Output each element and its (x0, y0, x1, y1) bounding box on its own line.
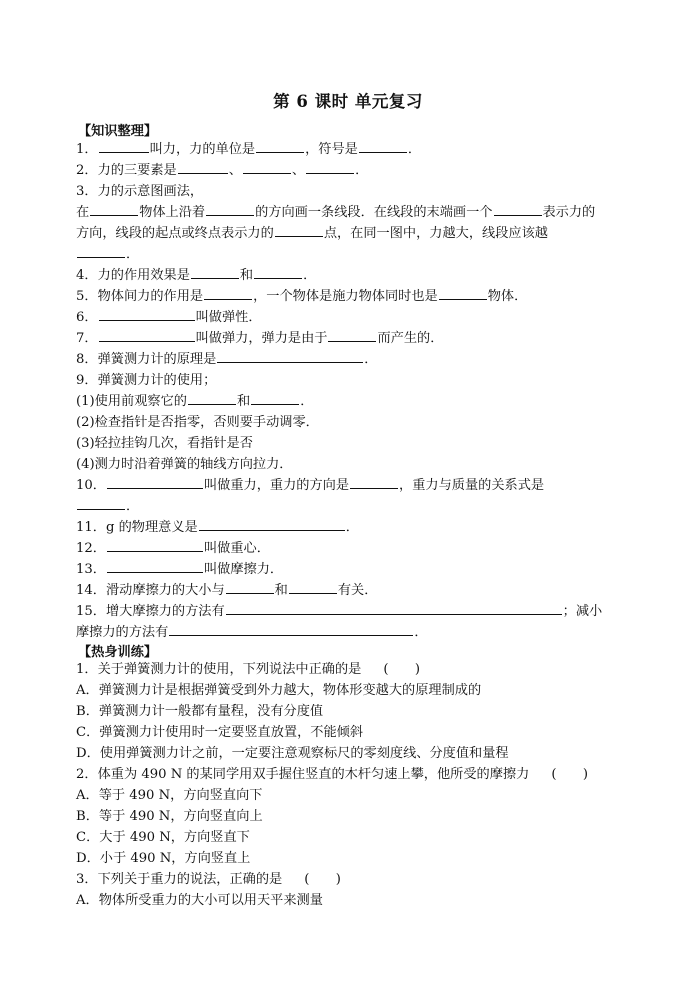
question-14: 14．滑动摩擦力的大小与 和 有关． (76, 583, 378, 598)
answer-blank[interactable] (256, 140, 304, 153)
question-9: 9．弹簧测力计的使用； (76, 373, 217, 388)
answer-blank[interactable] (251, 392, 299, 405)
answer-blank[interactable] (439, 287, 487, 300)
question-10-line-2: ． (76, 497, 624, 517)
question-3-line-3: 方向，线段的起点或终点表示力的 点，在同一图中，力越大，线段应该越 (76, 226, 548, 241)
question-4: 4．力的作用效果是 和 ． (76, 268, 317, 283)
problem-1-option-d: D．使用弹簧测力计之前，一定要注意观察标尺的零刻度线、分度值和量程 (76, 746, 509, 761)
question-9-step-4: (4)测力时沿着弹簧的轴线方向拉力． (76, 457, 293, 472)
answer-blank[interactable] (254, 266, 302, 279)
answer-blank[interactable] (188, 392, 236, 405)
answer-blank[interactable] (77, 245, 125, 258)
answer-blank[interactable] (90, 203, 138, 216)
question-12: 12． 叫做重心． (76, 541, 270, 556)
question-9-step-1: (1)使用前观察它的 和 ． (76, 394, 314, 409)
answer-blank[interactable] (191, 266, 239, 279)
problem-2-option-a: A．等于 490 N，方向竖直向下 (76, 788, 263, 803)
question-3: 3．力的示意图画法， (76, 184, 204, 199)
problem-1-stem: 1．关于弹簧测力计的使用，下列说法中正确的是 ( ) (76, 660, 624, 680)
problem-2-option-d: D．小于 490 N，方向竖直上 (76, 851, 251, 866)
question-10: 10． 叫做重力，重力的方向是 ，重力与质量的关系式是 (76, 478, 545, 493)
question-13: 13． 叫做摩擦力． (76, 562, 284, 577)
question-9-step-2: (2)检查指针是否指零，否则要手动调零． (76, 415, 319, 430)
answer-blank[interactable] (217, 350, 363, 363)
question-5: 5．物体间力的作用是 ，一个物体是施力物体同时也是 物体． (76, 289, 528, 304)
answer-blank[interactable] (107, 539, 203, 552)
problem-2-option-b: B．等于 490 N，方向竖直向上 (76, 809, 263, 824)
answer-parentheses[interactable]: ( ) (383, 662, 420, 677)
answer-blank[interactable] (169, 623, 413, 636)
question-8: 8．弹簧测力计的原理是 ． (76, 352, 378, 367)
problem-3-stem: 3．下列关于重力的说法，正确的是 ( ) (76, 870, 624, 890)
problem-2-stem: 2．体重为 490 N 的某同学用双手握住竖直的木杆匀速上攀，他所受的摩擦力 ( ) (76, 765, 624, 785)
section-heading-knowledge: 【知识整理】 (78, 124, 158, 139)
answer-blank[interactable] (306, 161, 354, 174)
answer-blank[interactable] (328, 329, 376, 342)
answer-blank[interactable] (99, 140, 149, 153)
question-2: 2．力的三要素是 、 、 ． (76, 163, 369, 178)
question-6: 6． 叫做弹性． (76, 310, 262, 325)
answer-blank[interactable] (178, 161, 228, 174)
answer-parentheses[interactable]: ( ) (551, 767, 588, 782)
question-11: 11．g 的物理意义是 ． (76, 520, 359, 535)
problem-1-option-a: A．弹簧测力计是根据弹簧受到外力越大，物体形变越大的原理制成的 (76, 683, 482, 698)
answer-parentheses[interactable]: ( ) (304, 872, 341, 887)
question-7: 7． 叫做弹力，弹力是由于 而产生的． (76, 331, 444, 346)
answer-blank[interactable] (199, 518, 345, 531)
question-15: 15．增大摩擦力的方法有 ；减小 (76, 604, 603, 619)
answer-blank[interactable] (226, 581, 274, 594)
question-3-line-4: ． (76, 245, 624, 265)
answer-blank[interactable] (494, 203, 542, 216)
problem-1-option-c: C．弹簧测力计使用时一定要竖直放置，不能倾斜 (76, 725, 364, 740)
answer-blank[interactable] (289, 581, 337, 594)
problem-3-option-a: A．物体所受重力的大小可以用天平来测量 (76, 893, 323, 908)
answer-blank[interactable] (99, 308, 195, 321)
question-3-line-2: 在 物体上沿着 的方向画一条线段．在线段的末端画一个 表示力的 (76, 205, 596, 220)
answer-blank[interactable] (275, 224, 323, 237)
answer-blank[interactable] (243, 161, 291, 174)
answer-blank[interactable] (99, 329, 195, 342)
question-9-step-3: (3)轻拉挂钩几次，看指针是否 (76, 436, 253, 451)
answer-blank[interactable] (204, 287, 252, 300)
answer-blank[interactable] (107, 476, 203, 489)
answer-blank[interactable] (77, 497, 125, 510)
problem-2-option-c: C．大于 490 N，方向竖直下 (76, 830, 250, 845)
question-1: 1． 叫力，力的单位是 ，符号是 ． (76, 142, 422, 157)
answer-blank[interactable] (107, 560, 203, 573)
answer-blank[interactable] (359, 140, 407, 153)
answer-blank[interactable] (350, 476, 398, 489)
question-15-line-2: 摩擦力的方法有 ． (76, 625, 428, 640)
answer-blank[interactable] (226, 602, 562, 615)
page-title: 第 6 课时 单元复习 (273, 92, 423, 111)
problem-1-option-b: B．弹簧测力计一般都有量程，没有分度值 (76, 704, 324, 719)
answer-blank[interactable] (206, 203, 254, 216)
section-heading-training: 【热身训练】 (78, 645, 158, 660)
